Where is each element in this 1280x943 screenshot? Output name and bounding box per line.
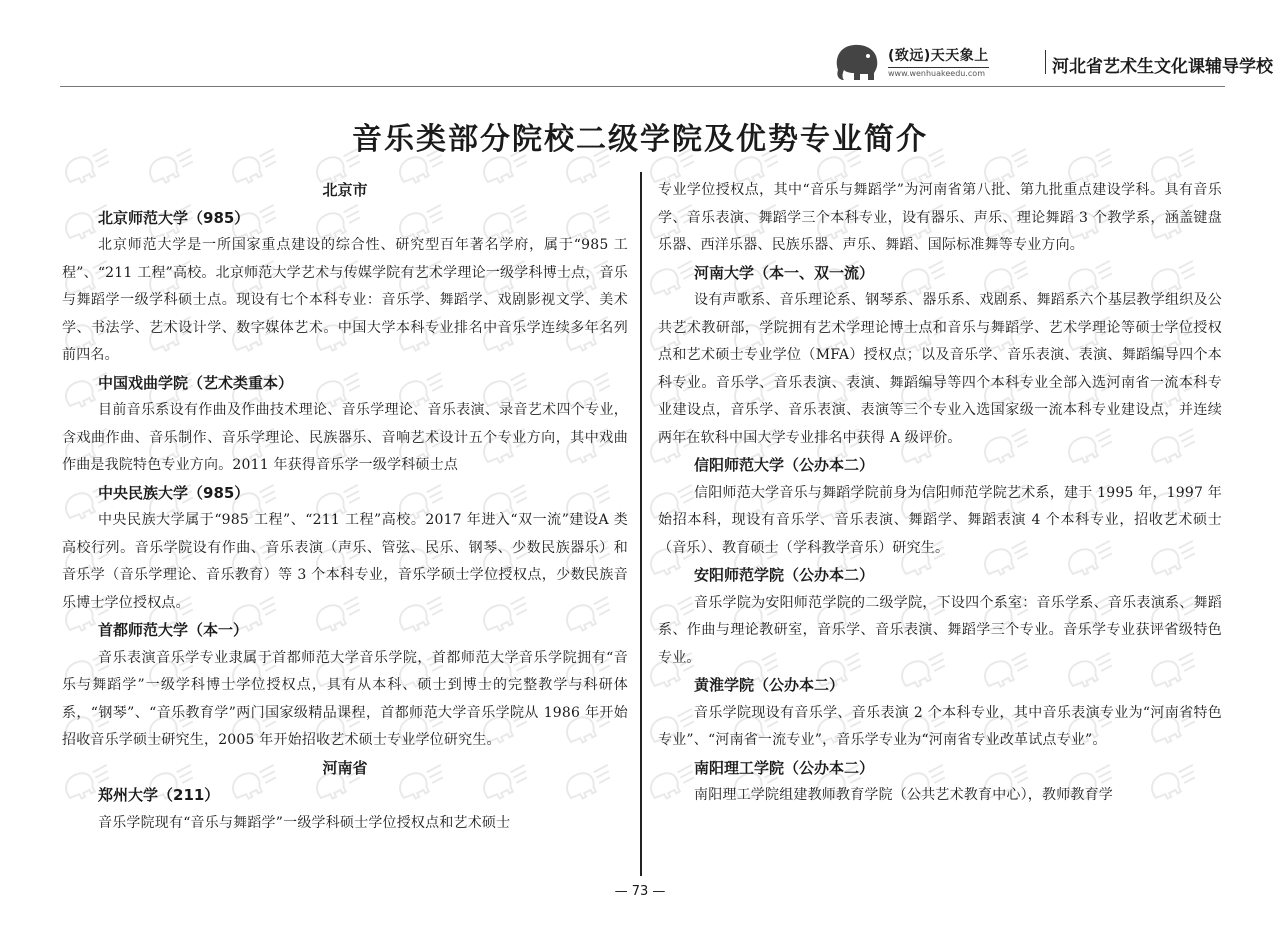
- university-description: 设有声歌系、音乐理论系、钢琴系、器乐系、戏剧系、舞蹈系六个基层教学组织及公共艺术教研部，学院拥有艺术学理论博士点和音乐与舞蹈学、艺术学理论等硕士学位授权点和艺术硕士专业学位（MFA）授权点；以及音乐学、音乐表演、表演、舞蹈编导四个本科专业。音乐学、音乐表演、表演、舞蹈编导等四个本科专业全部入选河南省一流本科专业建设点，音乐学、音乐表演、表演等三个专业入选国家级一流本科专业建设点，并连续两年在软科中国大学专业排名中获得 A 级评价。: [658, 292, 1222, 446]
- header-rule: [60, 86, 1225, 87]
- left-column: [62, 177, 628, 837]
- university-heading: 信阳师范大学（公办本二）: [694, 456, 875, 474]
- logo: [830, 36, 1040, 86]
- page-title: 音乐类部分院校二级学院及优势专业简介: [352, 122, 928, 157]
- university-description: 信阳师范大学音乐与舞蹈学院前身为信阳师范学院艺术系，建于 1995 年，1997 年始招本科，现设有音乐学、音乐表演、舞蹈学、舞蹈表演 4 个本科专业，招收艺术硕士（音乐）、教育硕士（学科教学音乐）研究生。: [658, 484, 1222, 556]
- university-heading: 中央民族大学（985）: [98, 483, 250, 502]
- university-description: 中央民族大学属于“985 工程”、“211 工程”高校。2017 年进入“双一流”建设A 类高校行列。音乐学院设有作曲、音乐表演（声乐、管弦、民乐、钢琴、少数民族器乐）和音乐学（音乐学理论、音乐教育）等 3 个本科专业，音乐学硕士学位授权点，少数民族音乐博士学位授权点。: [62, 512, 628, 611]
- university-heading: 安阳师范学院（公办本二）: [694, 566, 875, 584]
- logo-brand: (致远)天天象上: [888, 47, 989, 64]
- university-heading: 南阳理工学院（公办本二）: [694, 758, 875, 777]
- university-heading: 北京师范大学（985）: [98, 208, 250, 227]
- page-number: — 73 —: [614, 884, 666, 899]
- region-heading-beijing: 北京市: [322, 181, 368, 199]
- university-description: 南阳理工学院组建教师教育学院（公共艺术教育中心），教师教育学: [694, 787, 1113, 803]
- region-heading-henan: 河南省: [322, 758, 368, 777]
- school-name: 河北省艺术生文化课辅导学校: [1052, 57, 1273, 77]
- university-heading: 郑州大学（211）: [98, 786, 220, 804]
- university-description: 北京师范大学是一所国家重点建设的综合性、研究型百年著名学府，属于“985 工程”、“211 工程”高校。北京师范大学艺术与传媒学院有艺术学理论一级学科博士点，音乐与舞蹈学一级学科硕士点。现设有七个本科专业：音乐学、舞蹈学、戏剧影视文学、美术学、书法学、艺术设计学、数字媒体艺术。中国大学本科专业排名中音乐学连续多年名列前四名。: [62, 237, 628, 363]
- university-description: 音乐表演音乐学专业隶属于首都师范大学音乐学院，首都师范大学音乐学院拥有“音乐与舞蹈学”一级学科博士学位授权点，具有从本科、硕士到博士的完整教学与科研体系，“钢琴”、“音乐教育学”两门国家级精品课程，首都师范大学音乐学院从 1986 年开始招收音乐学硕士研究生，2005 年开始招收艺术硕士专业学位研究生。: [62, 649, 628, 748]
- university-description: 音乐学院现有“音乐与舞蹈学”一级学科硕士学位授权点和艺术硕士: [98, 814, 511, 831]
- university-description: 音乐学院现设有音乐学、音乐表演 2 个本科专业，其中音乐表演专业为“河南省特色专业”、“河南省一流专业”，音乐学专业为“河南省专业改革试点专业”。: [658, 704, 1222, 748]
- page-header: [60, 36, 1273, 86]
- column-divider: [640, 172, 642, 876]
- university-heading: 首都师范大学（本一）: [98, 621, 249, 639]
- university-description: 目前音乐系设有作曲及作曲技术理论、音乐学理论、音乐表演、录音艺术四个专业，含戏曲作曲、音乐制作、音乐学理论、民族器乐、音响艺术设计五个专业方向，其中戏曲作曲是我院特色专业方向。2011 年获得音乐学一级学科硕士点: [62, 402, 628, 473]
- logo-url: www.wenhuakeedu.com: [888, 67, 989, 78]
- university-description: 音乐学院为安阳师范学院的二级学院，下设四个系室：音乐学系、音乐表演系、舞蹈系、作曲与理论教研室，音乐学、音乐表演、舞蹈学三个专业。音乐学专业获评省级特色专业。: [658, 594, 1222, 666]
- elephant-logo-icon: [830, 40, 884, 82]
- university-description-continued: 专业学位授权点，其中“音乐与舞蹈学”为河南省第八批、第九批重点建设学科。具有音乐学、音乐表演、舞蹈学三个本科专业，设有器乐、声乐、理论舞蹈 3 个教学系，涵盖键盘乐器、西洋乐器、民族乐器、声乐、舞蹈、国际标准舞等专业方向。: [658, 182, 1222, 253]
- university-heading: 黄淮学院（公办本二）: [694, 676, 845, 694]
- right-column: [658, 177, 1222, 810]
- header-separator: [1045, 50, 1046, 74]
- university-heading: 河南大学（本一、双一流）: [694, 263, 875, 282]
- university-heading: 中国戏曲学院（艺术类重本）: [98, 373, 294, 392]
